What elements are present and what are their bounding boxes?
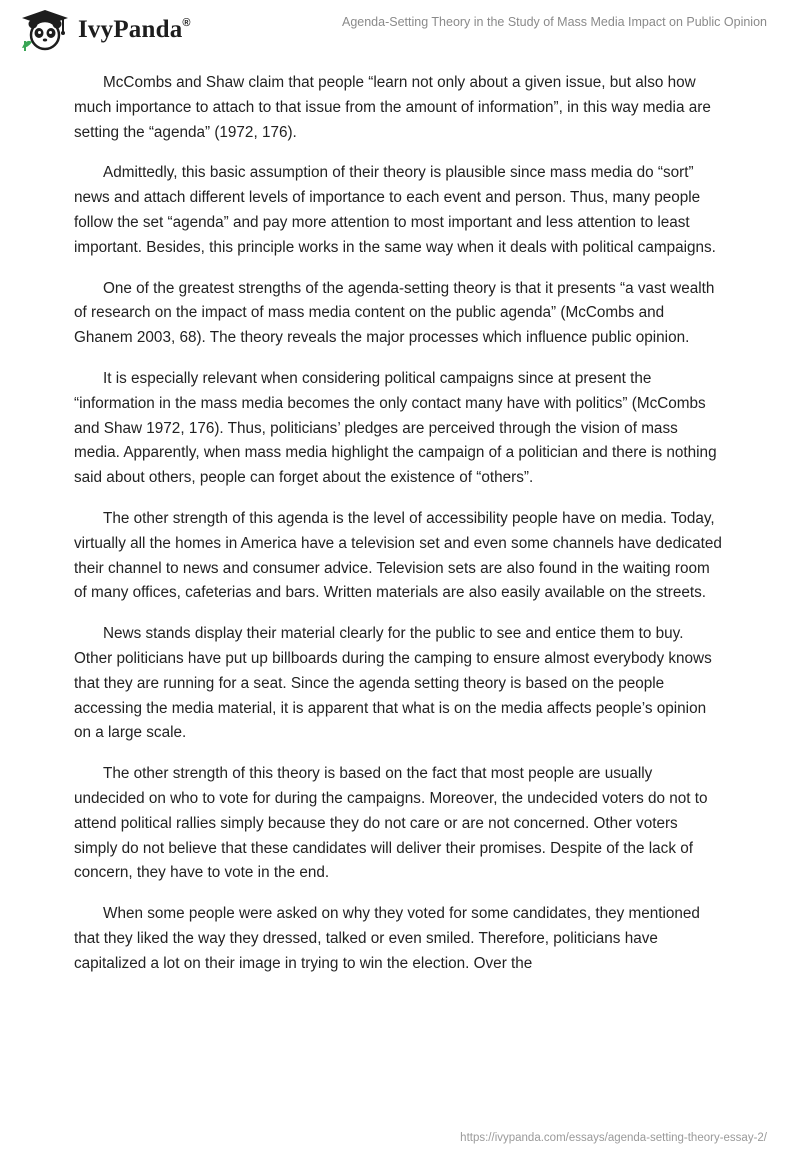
brand-logo[interactable] (16, 8, 191, 52)
essay-body (74, 71, 724, 993)
paragraph: Admittedly, this basic assumption of their theory is plausible since mass media do “sort” news and attach different levels of importance to each event and person. Thus, many people follow the set “agenda” and pay more attention to most important and less attention to least important. Besides, this principle works in the same way when it deals with political campaigns. (74, 164, 716, 256)
brand-name: IvyPanda® (78, 16, 191, 43)
paragraph: When some people were asked on why they voted for some candidates, they mentioned that they liked the way they dressed, talked or even smiled. Therefore, politicians have capitalized a lot on their image in trying to win the election. Over the (74, 905, 700, 972)
paragraph: One of the greatest strengths of the agenda-setting theory is that it presents “a vast wealth of research on the impact of mass media content on the public agenda” (McCombs and Ghanem 2003, 68). The theory reveals the major processes which influence public opinion. (74, 279, 715, 347)
paragraph: McCombs and Shaw claim that people “learn not only about a given issue, but also how much importance to attach to that issue from the amount of information”, in this way media are setting the “agenda” (1972, 176). (74, 74, 711, 141)
document-title: Agenda-Setting Theory in the Study of Mass Media Impact on Public Opinion (341, 15, 767, 29)
source-url-link[interactable]: https://ivypanda.com/essays/agenda-setting-theory-essay-2/ (460, 1132, 767, 1144)
paragraph: News stands display their material clearly for the public to see and entice them to buy. Other politicians have put up billboards during the camping to ensure almost everybody knows that they are running for a seat. Since the agenda setting theory is based on the people accessing the media material, it is apparent that what is on the media affects people’s opinion on a large scale. (74, 625, 712, 742)
paragraph: It is especially relevant when considering political campaigns since at present the “information in the mass media becomes the only contact many have with politics” (McCombs and Shaw 1972, 176). Thus, politicians’ pledges are perceived through the vision of mass media. Apparently, when mass media highlight the campaign of a politician and there is nothing said about others, people can forget about the existence of “others”. (74, 369, 717, 487)
registered-mark: ® (182, 16, 191, 29)
paragraph: The other strength of this theory is based on the fact that most people are usually undecided on who to vote for during the campaigns. Moreover, the undecided voters do not to attend political rallies simply because they do not care or are not concerned. Other voters simply do not believe that these candidates will deliver their promises. Despite of the lack of concern, they have to vote in the end. (74, 765, 708, 882)
paragraph: The other strength of this agenda is the level of accessibility people have on media. Today, virtually all the homes in America have a television set and even some channels have dedicated their channel to news and consumer advice. Television sets are also found in the waiting room of many offices, cafeterias and bars. Written materials are also easily available on the streets. (74, 509, 722, 602)
panda-graduate-icon (16, 8, 74, 52)
page-header (0, 0, 800, 60)
